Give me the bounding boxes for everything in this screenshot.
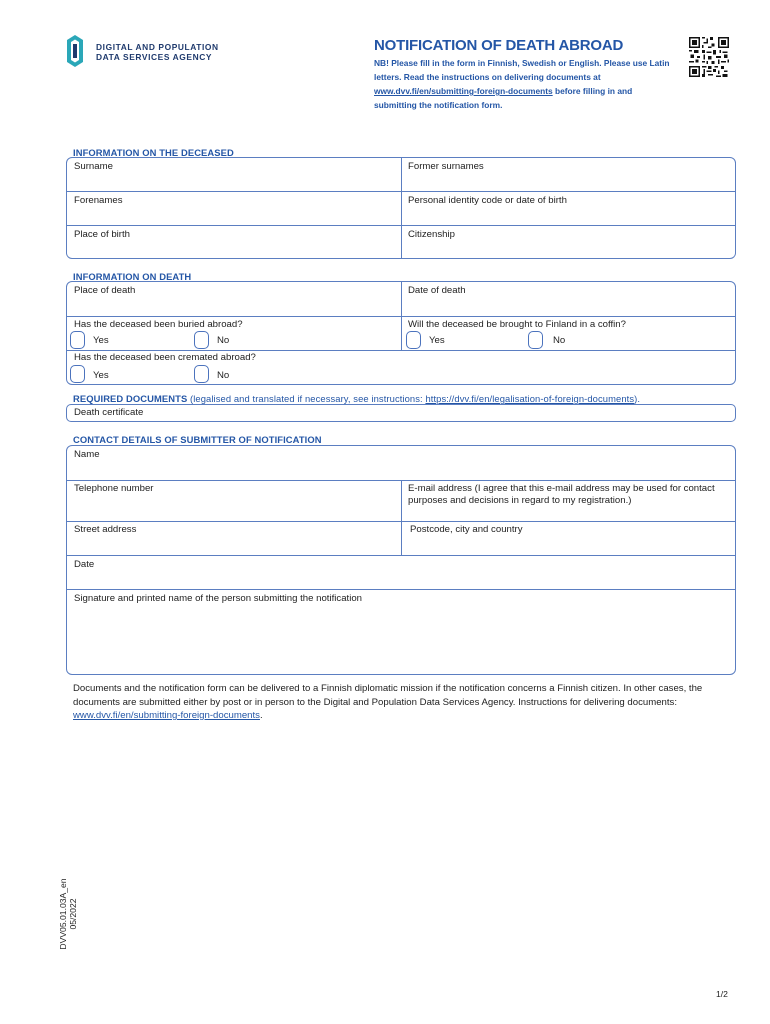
form-instructions-note xyxy=(374,56,674,112)
buried-no-label: No xyxy=(217,335,230,346)
place-of-birth-label: Place of birth xyxy=(74,229,130,240)
agency-name xyxy=(96,42,219,62)
forenames-field[interactable] xyxy=(67,192,401,225)
delivery-link[interactable]: www.dvv.fi/en/submitting-foreign-documents xyxy=(73,710,260,721)
divider xyxy=(67,350,735,351)
death-certificate-field[interactable] xyxy=(67,405,735,421)
form-code: DVV05.01.03A_en 05/2022 xyxy=(58,878,78,950)
signature-label: Signature and printed name of the person submitting the notification xyxy=(74,593,362,604)
documents-subheading-end: ). xyxy=(634,393,641,404)
former-surnames-label: Former surnames xyxy=(408,161,484,172)
surname-field[interactable] xyxy=(67,158,401,191)
citizenship-field[interactable] xyxy=(402,226,735,258)
section-heading-death: INFORMATION ON DEATH xyxy=(73,271,192,282)
place-of-birth-field[interactable] xyxy=(67,226,401,258)
street-address-field[interactable] xyxy=(67,522,401,555)
former-surnames-field[interactable] xyxy=(402,158,735,191)
telephone-label: Telephone number xyxy=(74,483,154,494)
note-link[interactable]: www.dvv.fi/en/submitting-foreign-documents xyxy=(374,86,553,96)
name-field[interactable] xyxy=(67,446,735,480)
cremated-no-checkbox[interactable] xyxy=(194,365,209,383)
cremated-yes-label: Yes xyxy=(93,370,109,381)
documents-heading: REQUIRED DOCUMENTS xyxy=(73,393,188,404)
form-title: NOTIFICATION OF DEATH ABROAD xyxy=(374,37,624,54)
personal-id-field[interactable] xyxy=(402,192,735,225)
delivery-instructions xyxy=(73,682,735,723)
delivery-text: Documents and the notification form can be delivered to a Finnish diplomatic mission if the notification concerns a Finnish citizen. In other cases, the documents are submitted either by post or in person to the Digital and Population Data Services Agency. Instructions for delivering documents: xyxy=(73,683,703,708)
buried-yes-label: Yes xyxy=(93,335,109,346)
deceased-info-box xyxy=(66,157,736,259)
street-address-label: Street address xyxy=(74,524,137,535)
email-label: E-mail address (I agree that this e-mail address may be used for contact purposes and decisions in regard to my registration.) xyxy=(408,483,715,506)
buried-no-checkbox[interactable] xyxy=(194,331,209,349)
surname-label: Surname xyxy=(74,161,113,172)
personal-id-label: Personal identity code or date of birth xyxy=(408,195,567,206)
cremated-no-label: No xyxy=(217,370,230,381)
date-label: Date xyxy=(74,559,95,570)
postcode-field[interactable] xyxy=(402,522,735,555)
email-field[interactable] xyxy=(402,481,735,521)
cremated-yes-checkbox[interactable] xyxy=(70,365,85,383)
note-text-1: NB! Please fill in the form in Finnish, Swedish or English. Please use Latin letters. Read the instructions on delivering documents at xyxy=(374,58,670,82)
section-heading-documents xyxy=(73,393,640,404)
delivery-text-end: . xyxy=(259,710,263,721)
agency-name-line2: DATA SERVICES AGENCY xyxy=(96,52,213,62)
postcode-label: Postcode, city and country xyxy=(410,524,523,535)
qr-code-icon xyxy=(689,37,729,77)
dvv-logo-icon xyxy=(64,34,86,68)
note-text-2: before filling in and submitting the notification form. xyxy=(374,86,633,110)
date-of-death-field[interactable] xyxy=(402,282,735,316)
coffin-question: Will the deceased be brought to Finland in a coffin? xyxy=(408,319,626,330)
telephone-field[interactable] xyxy=(67,481,401,521)
cremated-abroad-question: Has the deceased been cremated abroad? xyxy=(74,352,256,363)
coffin-yes-checkbox[interactable] xyxy=(406,331,421,349)
date-field[interactable] xyxy=(67,556,735,589)
name-label: Name xyxy=(74,449,100,460)
death-info-box xyxy=(66,281,736,385)
section-heading-contact: CONTACT DETAILS OF SUBMITTER OF NOTIFICATION xyxy=(73,434,322,445)
agency-name-line1: DIGITAL AND POPULATION xyxy=(96,42,219,52)
place-of-death-label: Place of death xyxy=(74,285,136,296)
citizenship-label: Citizenship xyxy=(408,229,455,240)
death-certificate-label: Death certificate xyxy=(74,407,144,418)
signature-field[interactable] xyxy=(67,590,735,674)
documents-subheading: (legalised and translated if necessary, see instructions: xyxy=(187,393,426,404)
documents-box xyxy=(66,404,736,422)
page-number: 1/2 xyxy=(716,989,728,999)
buried-yes-checkbox[interactable] xyxy=(70,331,85,349)
contact-info-box xyxy=(66,445,736,675)
coffin-yes-label: Yes xyxy=(429,335,445,346)
coffin-no-label: No xyxy=(553,335,566,346)
date-of-death-label: Date of death xyxy=(408,285,466,296)
coffin-no-checkbox[interactable] xyxy=(528,331,543,349)
buried-abroad-question: Has the deceased been buried abroad? xyxy=(74,319,243,330)
section-heading-deceased: INFORMATION ON THE DECEASED xyxy=(73,147,234,158)
place-of-death-field[interactable] xyxy=(67,282,401,316)
legalisation-link[interactable]: https://dvv.fi/en/legalisation-of-foreign-documents xyxy=(425,393,635,404)
forenames-label: Forenames xyxy=(74,195,123,206)
